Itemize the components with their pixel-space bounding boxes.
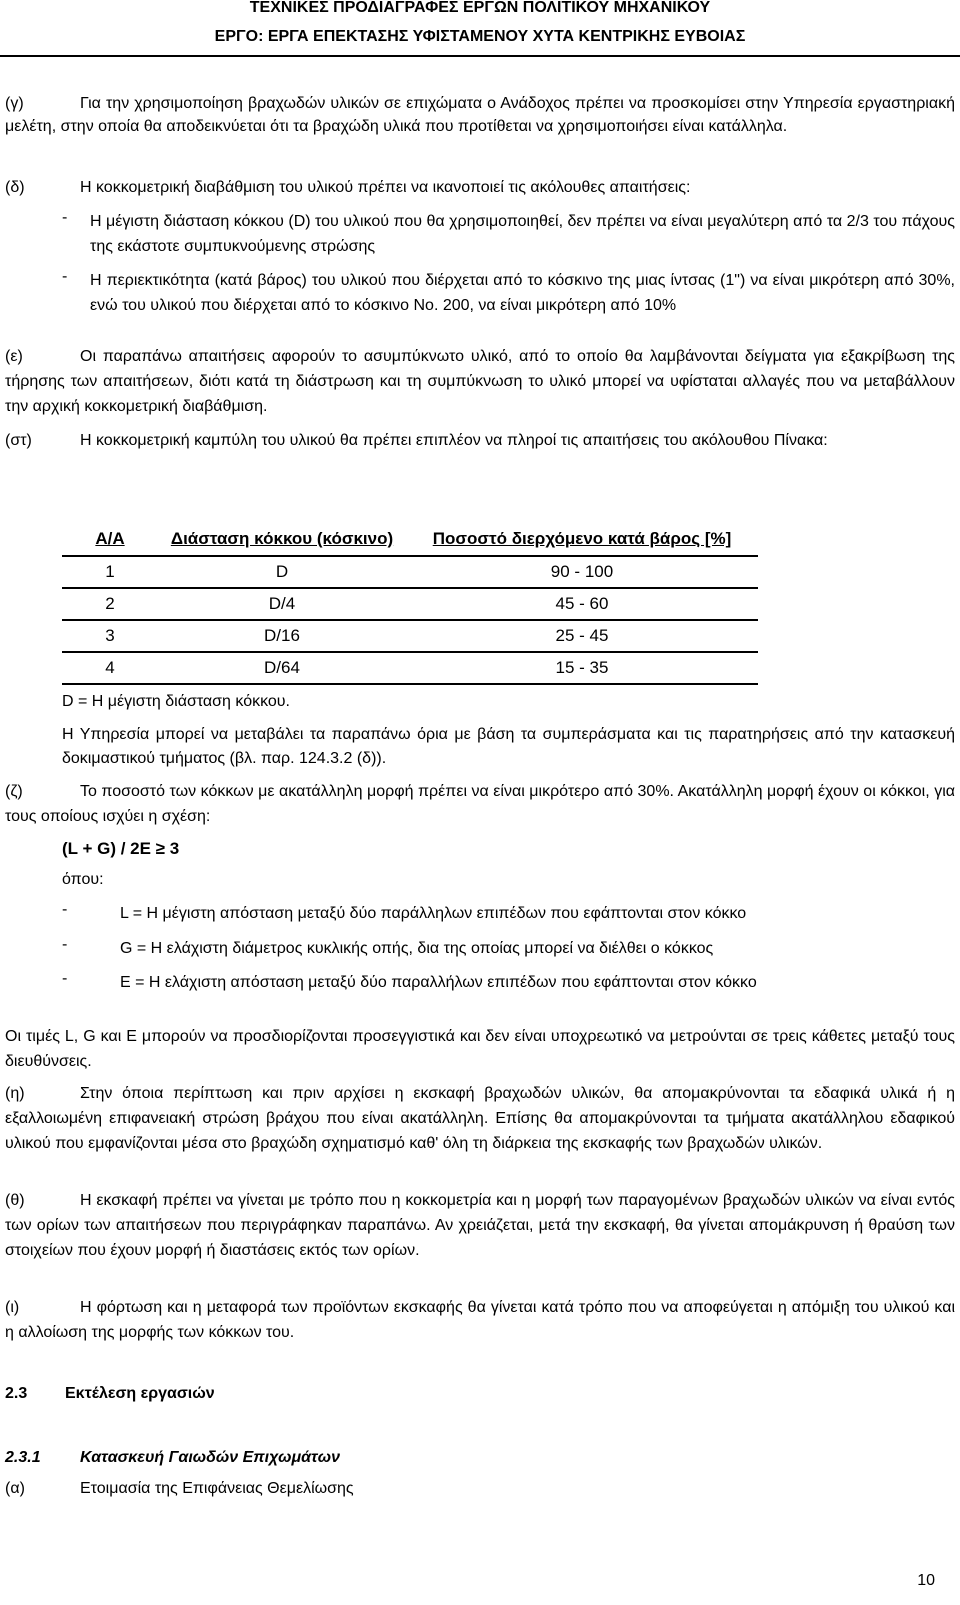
paragraph-text: Η εκσκαφή πρέπει να γίνεται με τρόπο που η κοκκομετρία και η μορφή των παραγομένων βραχωδών υλικών να είναι εντός των ορίων των απαιτήσεων που περιγράφηκαν παραπάνω. Αν χρειάζεται, μετά την εκσκαφή, θα γίνεται απομάκρυνση ή θραύση των στοιχείων που έχουν μορφή ή διαστάσεις εκτός των ορίων. [5,1192,955,1259]
table-cell: D/16 [158,620,406,652]
table-cell: 1 [62,556,158,588]
paragraph-label: (α) [5,1480,25,1497]
table-row [62,620,758,652]
paragraph-label: (γ) [5,95,24,112]
subsection-title: Κατασκευή Γαιωδών Επιχωμάτων [80,1449,341,1466]
page-number: 10 [917,1572,935,1589]
list-dash: - [62,209,68,226]
list-dash: - [62,970,68,987]
formula-where: όπου: [62,871,104,888]
paragraph-text: Ετοιμασία της Επιφάνειας Θεμελίωσης [80,1480,354,1497]
paragraph-g [5,92,955,138]
paragraph-label: (δ) [5,179,25,196]
paragraph-z-tail: Οι τιμές L, G και E μπορούν να προσδιορίζονται προσεγγιστικά και δεν είναι υποχρεωτικό να μετρούνται σε τρεις κάθετες μεταξύ τους διευθύνσεις. [5,1028,955,1070]
definition-e: E = Η ελάχιστη απόσταση μεταξύ δύο παραλλήλων επιπέδων που εφάπτονται στον κόκκο [120,974,757,991]
paragraph-text: Η κοκκομετρική διαβάθμιση του υλικού πρέπει να ικανοποιεί τις ακόλουθες απαιτήσεις: [80,179,691,196]
table-cell: D/64 [158,652,406,684]
paragraph-label: (ε) [5,348,23,365]
table-cell: D [158,556,406,588]
paragraph-text: Για την χρησιμοποίηση βραχωδών υλικών σε επιχώματα ο Ανάδοχος πρέπει να προσκομίσει στην Υπηρεσία εργαστηριακή μελέτη, στην οποία θα αποδεικνύεται ότι τα βραχώδη υλικά που προτίθεται να χρησιμοποιήσει είναι κατάλληλα. [5,95,955,135]
table-cell: D/4 [158,588,406,620]
paragraph-th [5,1188,955,1263]
table-row [62,652,758,684]
list-dash: - [62,268,68,285]
paragraph-text: Η φόρτωση και η μεταφορά των προϊόντων εκσκαφής θα γίνεται κατά τρόπο που να αποφεύγεται η απόμιξη του υλικού και η αλλοίωση της μορφής των κόκκων του. [5,1299,955,1341]
paragraph-d [5,176,955,199]
paragraph-i [5,1295,955,1345]
table-row [62,556,758,588]
paragraph-label: (στ) [5,432,32,449]
section-number: 2.3 [5,1385,28,1402]
list-item: Η μέγιστη διάσταση κόκκου (D) του υλικού που θα χρησιμοποιηθεί, δεν πρέπει να είναι μεγαλύτερη από τα 2/3 του πάχους της εκάστοτε συμπυκνούμενης στρώσης [90,213,955,255]
paragraph-e [5,344,955,419]
table-cell: 90 - 100 [406,556,758,588]
table-cell: 25 - 45 [406,620,758,652]
table-cell: 3 [62,620,158,652]
subsection-number: 2.3.1 [5,1449,41,1466]
definition-g: G = Η ελάχιστη διάμετρος κυκλικής οπής, δια της οποίας μπορεί να διέλθει ο κόκκος [120,940,714,957]
paragraph-label: (θ) [5,1192,25,1209]
header-title: ΤΕΧΝΙΚΕΣ ΠΡΟΔΙΑΓΡΑΦΕΣ ΕΡΓΩΝ ΠΟΛΙΤΙΚΟΥ ΜΗΧΑΝΙΚΟΥ [249,0,711,16]
paragraph-text: Το ποσοστό των κόκκων με ακατάλληλη μορφή πρέπει να είναι μικρότερο από 30%. Ακατάλληλη μορφή έχουν οι κόκκοι, για τους οποίους ισχύει η σχέση: [5,783,955,825]
table-row [62,588,758,620]
paragraph-text: Στην όποια περίπτωση και πριν αρχίσει η εκσκαφή βραχωδών υλικών, θα απομακρύνονται τα εδαφικά υλικά ή η εξαλλοιωμένη επιφανειακή στρώση βράχου που είναι ακατάλληλη. Επίσης θα απομακρύνονται τα τμήματα ακατάλληλου εδαφικού υλικού που εμφανίζονται μέσα στο βραχώδη σχηματισμό καθ' όλη τη διάρκεια της εκσκαφής των βραχωδών υλικών. [5,1085,955,1152]
paragraph-label: (ζ) [5,783,23,800]
paragraph-text: Οι παραπάνω απαιτήσεις αφορούν το ασυμπύκνωτο υλικό, από το οποίο θα λαμβάνονται δείγματα για εξακρίβωση της τήρησης των απαιτήσεων, διότι κατά τη διάστρωση και τη συμπύκνωση το υλικό μπορεί να υφίσταται αλλαγές που να μεταβάλλουν την αρχική κοκκομετρική διαβάθμιση. [5,348,955,415]
shape-formula: (L + G) / 2E ≥ 3 [62,839,180,858]
paragraph-h [5,1081,955,1156]
paragraph-z [5,779,955,829]
paragraph-text: Η κοκκομετρική καμπύλη του υλικού θα πρέπει επιπλέον να πληροί τις απαιτήσεις του ακόλουθου Πίνακα: [80,432,828,449]
header-project: ΕΡΓΟ: ΕΡΓΑ ΕΠΕΚΤΑΣΗΣ ΥΦΙΣΤΑΜΕΝΟΥ ΧΥΤΑ ΚΕΝΤΡΙΚΗΣ ΕΥΒΟΙΑΣ [214,28,746,45]
table-header-cell: Διάσταση κόκκου (κόσκινο) [158,527,406,556]
table-cell: 4 [62,652,158,684]
section-heading [5,1382,955,1405]
table-header-row [62,527,758,556]
gradation-table [62,527,758,685]
paragraph-label: (η) [5,1085,25,1102]
definition-l: L = Η μέγιστη απόσταση μεταξύ δύο παράλληλων επιπέδων που εφάπτονται στον κόκκο [120,905,747,922]
list-dash: - [62,936,68,953]
table-header-cell: Ποσοστό διερχόμενο κατά βάρος [%] [406,527,758,556]
list-item: Η περιεκτικότητα (κατά βάρος) του υλικού που διέρχεται από το κόσκινο της μιας ίντσας (1") να είναι μικρότερη από 30%, ενώ του υλικού που διέρχεται από το κόσκινο Νο. 200, να είναι μικρότερη από 10% [90,272,955,314]
table-cell: 2 [62,588,158,620]
paragraph-st [5,428,955,453]
section-title: Εκτέλεση εργασιών [65,1385,215,1402]
subsection-heading [5,1446,955,1469]
list-dash: - [62,901,68,918]
table-cell: 45 - 60 [406,588,758,620]
paragraph-a [5,1477,955,1500]
header-divider [0,55,960,57]
table-note: D = Η μέγιστη διάσταση κόκκου. [62,693,290,710]
table-header-cell: Α/Α [62,527,158,556]
table-remark: Η Υπηρεσία μπορεί να μεταβάλει τα παραπάνω όρια με βάση τα συμπεράσματα και τις παρατηρήσεις από την κατασκευή δοκιμαστικού τμήματος (βλ. παρ. 124.3.2 (δ)). [62,726,955,767]
paragraph-label: (ι) [5,1299,20,1316]
table-cell: 15 - 35 [406,652,758,684]
